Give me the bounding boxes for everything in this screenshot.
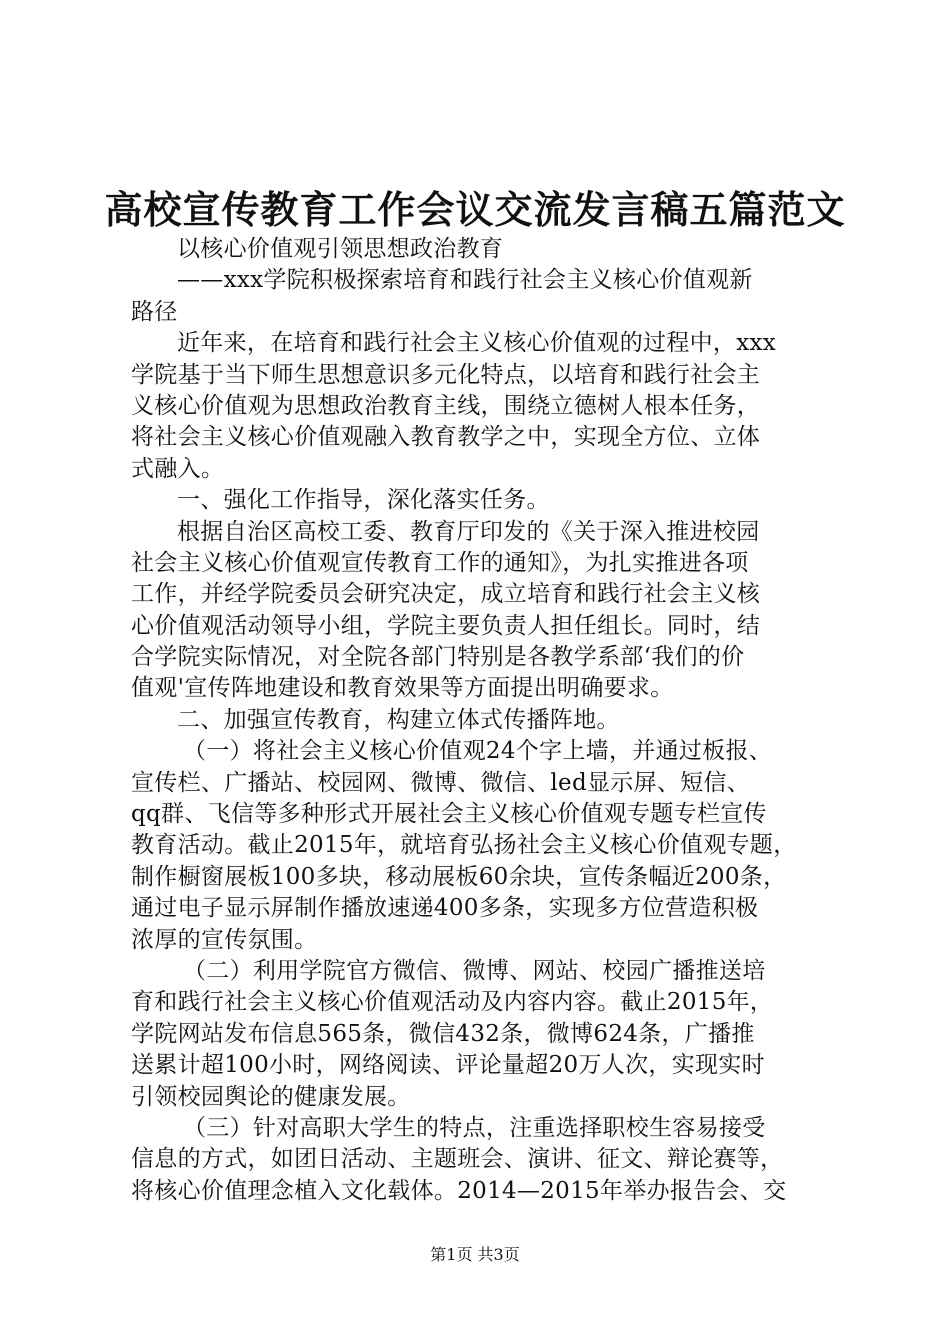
document-title: 高校宣传教育工作会议交流发言稿五篇范文 <box>104 187 846 232</box>
paragraph-line: 合学院实际情况，对全院各部门特别是各教学系部‘我们的价 <box>131 644 745 671</box>
paragraph-line: 宣传栏、广播站、校园网、微博、微信、led显示屏、短信、 <box>131 769 751 796</box>
page-number-footer: 第1页 共3页 <box>430 1245 520 1264</box>
subtitle-line: 路径 <box>131 298 178 325</box>
paragraph-line: 学院基于当下师生思想意识多元化特点，以培育和践行社会主 <box>131 361 761 388</box>
paragraph-line: （一）将社会主义核心价值观24个字上墙，并通过板报、 <box>183 738 773 765</box>
paragraph-line: （二）利用学院官方微信、微博、网站、校园广播推送培 <box>183 957 766 984</box>
paragraph-line: 信息的方式，如团日活动、主题班会、演讲、征文、辩论赛等， <box>131 1146 784 1173</box>
paragraph-line: 式融入。 <box>131 455 225 482</box>
subtitle-line: 以核心价值观引领思想政治教育 <box>177 236 504 262</box>
paragraph-line: 浓厚的宣传氛围。 <box>131 926 318 953</box>
paragraph-line: 教育活动。截止2015年，就培育弘扬社会主义核心价值观专题， <box>131 832 797 859</box>
paragraph-line: 工作，并经学院委员会研究决定，成立培育和践行社会主义核 <box>131 581 761 608</box>
paragraph-line: 义核心价值观为思想政治教育主线，围绕立德树人根本任务， <box>131 392 761 419</box>
paragraph-line: 心价值观活动领导小组，学院主要负责人担任组长。同时，结 <box>131 612 761 639</box>
subtitle-line: ——xxx学院积极探索培育和践行社会主义核心价值观新 <box>177 267 753 294</box>
paragraph-line: 根据自治区高校工委、教育厅印发的《关于深入推进校园 <box>177 518 760 545</box>
paragraph-line: （三）针对高职大学生的特点，注重选择职校生容易接受 <box>183 1114 766 1141</box>
document-body <box>131 234 836 1207</box>
paragraph-line: 社会主义核心价值观宣传教育工作的通知》，为扎实推进各项 <box>131 549 749 576</box>
paragraph-line: 引领校园舆论的健康发展。 <box>131 1083 411 1110</box>
section-heading: 一、强化工作指导，深化落实任务。 <box>177 487 550 514</box>
paragraph-line: 制作橱窗展板100多块，移动展板60余块，宣传条幅近200条， <box>131 863 787 890</box>
paragraph-line: 将核心价值理念植入文化载体。2014—2015年举办报告会、交 <box>131 1177 787 1204</box>
section-heading: 二、加强宣传教育，构建立体式传播阵地。 <box>177 706 620 733</box>
paragraph-line: 近年来，在培育和践行社会主义核心价值观的过程中，xxx <box>177 330 777 357</box>
paragraph-line: 将社会主义核心价值观融入教育教学之中，实现全方位、立体 <box>131 424 761 451</box>
paragraph-line: 送累计超100小时，网络阅读、评论量超20万人次，实现实时 <box>131 1052 765 1079</box>
paragraph-line: qq群、飞信等多种形式开展社会主义核心价值观专题专栏宣传 <box>131 801 767 828</box>
paragraph-line: 育和践行社会主义核心价值观活动及内容内容。截止2015年， <box>131 989 774 1016</box>
paragraph-line: 通过电子显示屏制作播放速递400多条，实现多方位营造积极 <box>131 895 759 922</box>
paragraph-line: 值观'宣传阵地建设和教育效果等方面提出明确要求。 <box>131 675 674 702</box>
paragraph-line: 学院网站发布信息565条，微信432条，微博624条，广播推 <box>131 1020 755 1047</box>
